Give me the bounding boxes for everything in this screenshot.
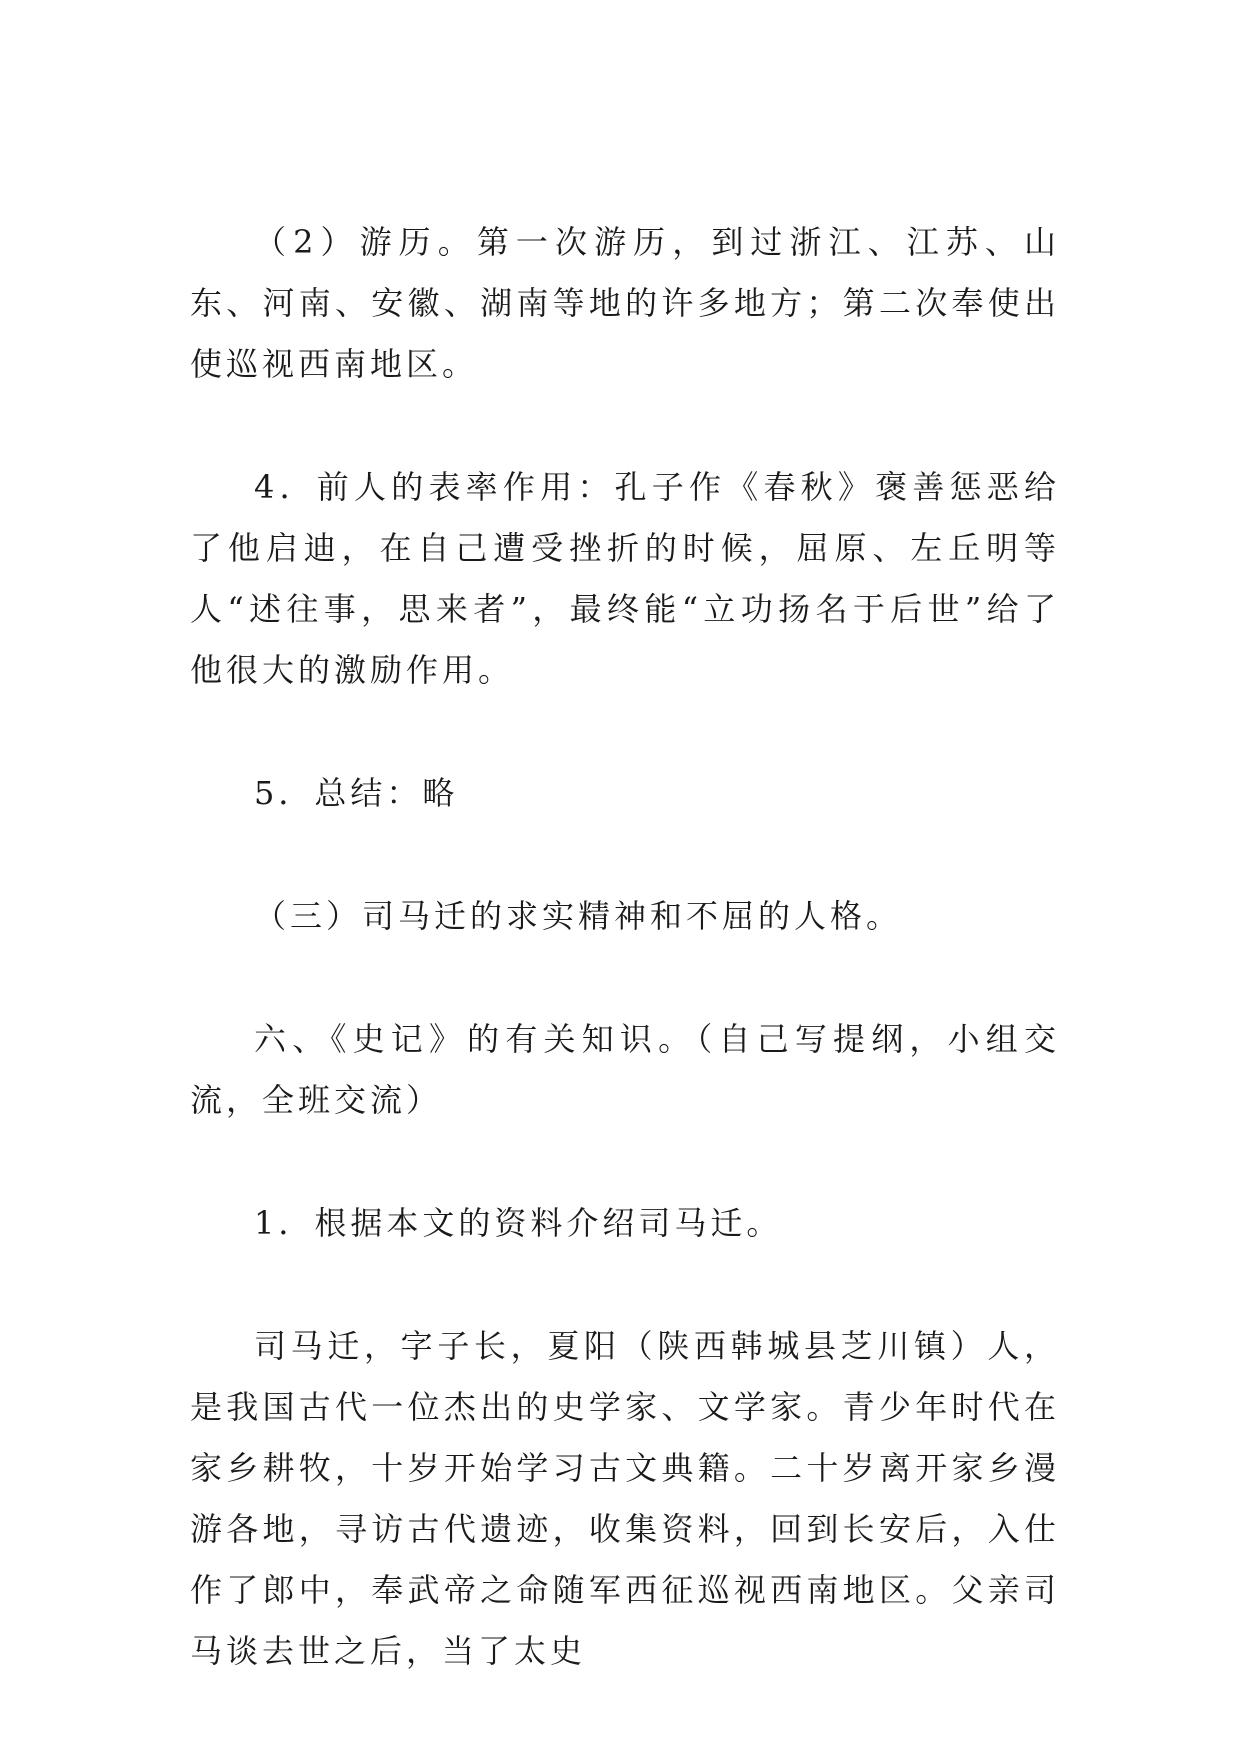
section-heading-spirit: （三）司马迁的求实精神和不屈的人格。 bbox=[254, 897, 903, 935]
paragraph-intro-item: 1．根据本文的资料介绍司马迁。 bbox=[254, 1204, 783, 1242]
paragraph-gap bbox=[190, 395, 1060, 457]
paragraph-travels: （2）游历。第一次游历，到过浙江、江苏、山东、河南、安徽、湖南等地的许多地方；第二次奉使出使巡视西南地区。 bbox=[190, 223, 1060, 383]
paragraph-gap bbox=[190, 947, 1060, 1009]
paragraph-gap bbox=[190, 1254, 1060, 1316]
paragraph-role-models: 4．前人的表率作用：孔子作《春秋》褒善惩恶给了他启迪，在自己遭受挫折的时候，屈原、左丘明等人“述往事，思来者”，最终能“立功扬名于后世”给了他很大的激励作用。 bbox=[190, 468, 1060, 689]
section-heading-shiji: 六、《史记》的有关知识。（自己写提纲，小组交流，全班交流） bbox=[190, 1020, 1060, 1119]
paragraph-gap bbox=[190, 1131, 1060, 1193]
paragraph-biography: 司马迁，字子长，夏阳（陕西韩城县芝川镇）人，是我国古代一位杰出的史学家、文学家。青少年时代在家乡耕牧，十岁开始学习古文典籍。二十岁离开家乡漫游各地，寻访古代遗迹，收集资料，回到长安后，入仕作了郎中，奉武帝之命随军西征巡视西南地区。父亲司马谈去世之后，当了太史 bbox=[190, 1327, 1060, 1670]
paragraph-gap bbox=[190, 701, 1060, 763]
paragraph-gap bbox=[190, 824, 1060, 886]
paragraph-summary: 5．总结：略 bbox=[254, 774, 459, 812]
document-body bbox=[190, 212, 1060, 1682]
